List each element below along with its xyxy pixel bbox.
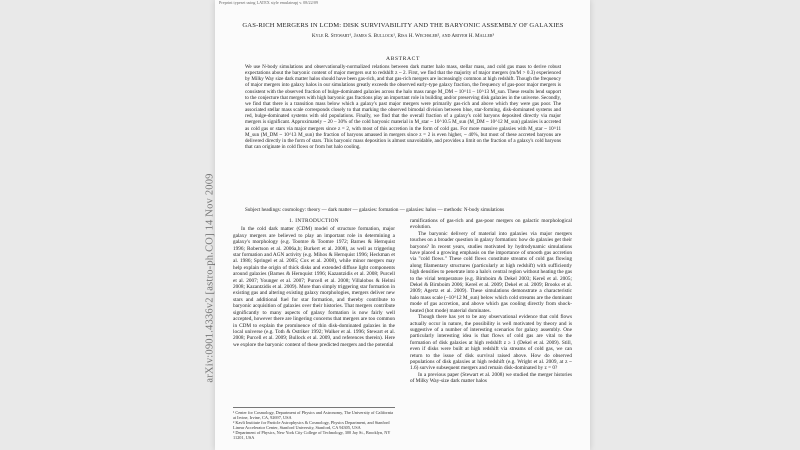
intro-paragraph-1: In the cold dark matter (CDM) model of structure formation, major galaxy mergers are believed to play an important role in determining a galaxy's morphology (e.g. Toomre & Toomre 1972; Barnes & Hernquist 1996; Robertson et al. 2006a,b; Burkert et al. 2008), as well as triggering star formation and AGN activity (e.g. Mihos & Hernquist 1996; Heckman et al. 1986; Springel et al. 2005; Cox et al. 2008), while minor mergers may help explain the origin of thick disks and extended diffuse light components around galaxies (Barnes & Hernquist 1996; Kazantzidis et al. 2008; Purcell et al. 2007; Younger et al. 2007; Purcell et al. 2008; Villalobos & Helmi 2008; Kazantzidis et al. 2009). More than simply triggering star formation in existing gas and altering existing galaxy morphologies, mergers deliver new stars and additional fuel for star formation, and thereby contribute to baryonic acquisition of galaxies over their histories. That mergers contribute significantly to many aspects of galaxy formation is now fairly well accepted, however there are lingering concerns that mergers are too common in CDM to explain the prominence of thin disk-dominated galaxies in the local universe (e.g. Toth & Ostriker 1992; Walker et al. 1996; Stewart et al. 2008; Purcell et al. 2009; Bullock et al. 2009, and references therein). Here we explore the baryonic content of these predicted mergers and the potential <box>233 226 395 348</box>
subject-headings: Subject headings: cosmology: theory — dark matter — galaxies: formation — galaxies: halos — methods: N-body simulations <box>245 207 505 213</box>
intro-paragraph-2: The baryonic delivery of material into galaxies via major mergers touches on a broader question in galaxy formation: how do galaxies get their baryons? In recent years, studies motivated by hydrodynamic simulations have placed a growing emphasis on the importance of smooth gas accretion via "cold flows." These cold flows constitute streams of cold gas flowing along filamentary structures (particularly at high redshift) with sufficiently high densities to penetrate into a halo's central region without heating the gas to the virial temperature (e.g. Birnboim & Dekel 2003; Kereš et al. 2005; Dekel & Birnboim 2006; Kereš et al. 2009; Dekel et al. 2009; Brooks et al. 2009; Agertz et al. 2009). These simulations demonstrate a characteristic halo mass scale (~10^12 M_sun) below which cold streams are the dominant mode of gas accretion, and above which gas cooling directly from shock-heated (hot mode) material dominates. <box>410 230 572 314</box>
preprint-line: Preprint typeset using LATEX style emulateapj v. 08/22/09 <box>219 0 319 5</box>
footnote-2: ² Kavli Institute for Particle Astrophysics & Cosmology, Physics Department, and Stanford Linear Accelerator Center, Stanford University, Stanford, CA 94305, USA <box>233 420 390 431</box>
arxiv-id: arXiv:0901.4336v2 [astro-ph.CO] 14 Nov 2009 <box>204 172 216 383</box>
abstract-body <box>245 64 561 150</box>
abstract-heading: ABSTRACT <box>385 56 421 62</box>
column-right <box>410 218 572 385</box>
footnote-3: ³ Department of Physics, New York City College of Technology, 300 Jay St., Brooklyn, NY 11201, USA <box>233 430 391 441</box>
intro-paragraph-4: In a previous paper (Stewart et al. 2008) we studied the merger histories of Milky Way-size dark matter halos <box>410 371 572 385</box>
author-list: Kyle R. Stewart¹, James S. Bullock¹, Risa H. Wechsler², and Ariyeh H. Maller³ <box>311 33 495 39</box>
abstract-text: We use N-body simulations and observationally-normalized relations between dark matter halo mass, stellar mass, and cold gas mass to derive robust expectations about the baryonic content of major mergers out to redshift z ~ 2. First, we find that the majority of major mergers (m/M > 0.3) experienced by Milky Way size dark matter halos should have been gas-rich, and that gas-rich mergers are increasingly common at high redshift. Though the frequency of major mergers into galaxy halos in our simulations greatly exceeds the observed early-type galaxy fraction, the frequency of gas-poor major mergers is consistent with the observed fraction of bulge-dominated galaxies across the halo mass range M_DM ~ 10^11 – 10^13 M_sun. These results lend support to the conjecture that mergers with high baryonic gas fractions play an important role in building and/or preserving disk galaxies in the universe. Secondly, we find that there is a transition mass below which a galaxy's past major mergers were primarily gas-rich and above which they were gas poor. The associated stellar mass scale corresponds closely to that marking the observed bimodal division between blue, star-forming, disk-dominated systems and red, bulge-dominated systems with old populations. Finally, we find that the overall fraction of a galaxy's cold baryons deposited directly via major mergers is significant. Approximately ~ 20 – 30% of the cold baryonic material in M_star ~ 10^10.5 M_sun (M_DM ~ 10^12 M_sun) galaxies is accreted as cold gas or stars via major mergers since z = 2, with most of this accretion in the form of cold gas. For more massive galaxies with M_star ~ 10^11 M_sun (M_DM ~ 10^13 M_sun) the fraction of baryons amassed in mergers since z = 2 is even higher, ~ 40%, but most of these accreted baryons are delivered directly in the form of stars. This baryonic mass deposition is almost unavoidable, and provides a limit on the fraction of a galaxy's cold baryons that can originate in cold flows or from hot halo cooling. <box>245 64 561 151</box>
intro-paragraph-3: Though there has yet to be any observational evidence that cold flows actually occur in nature, the possibility is well motivated by theory and is suggestive of a number of interesting scenarios for galaxy assembly. One particularly interesting idea is that flows of cold gas are vital to the formation of disk galaxies at high redshift z ≥ 1 (Dekel et al. 2009). Still, even if disks were built at high redshift via streams of cold gas, we can return to the issue of disk survival raised above. How do observed populations of disk galaxies at high redshift (e.g. Wright et al. 2009, at z ~ 1.6) survive subsequent mergers and remain disk-dominated by z = 0? <box>410 314 572 372</box>
intro-paragraph-continued: ramifications of gas-rich and gas-poor mergers on galactic morphological evolution. <box>410 218 572 231</box>
column-left <box>233 218 395 348</box>
paper-title: GAS-RICH MERGERS IN LCDM: DISK SURVIVABILITY AND THE BARYONIC ASSEMBLY OF GALAXIES <box>242 22 564 29</box>
paper-page <box>215 0 590 450</box>
footnote-1: ¹ Center for Cosmology, Department of Physics and Astronomy, The University of California at Irvine, Irvine, CA, 92697, USA <box>233 410 394 421</box>
footnotes <box>233 407 395 441</box>
section-heading-introduction: 1. INTRODUCTION <box>289 218 339 224</box>
